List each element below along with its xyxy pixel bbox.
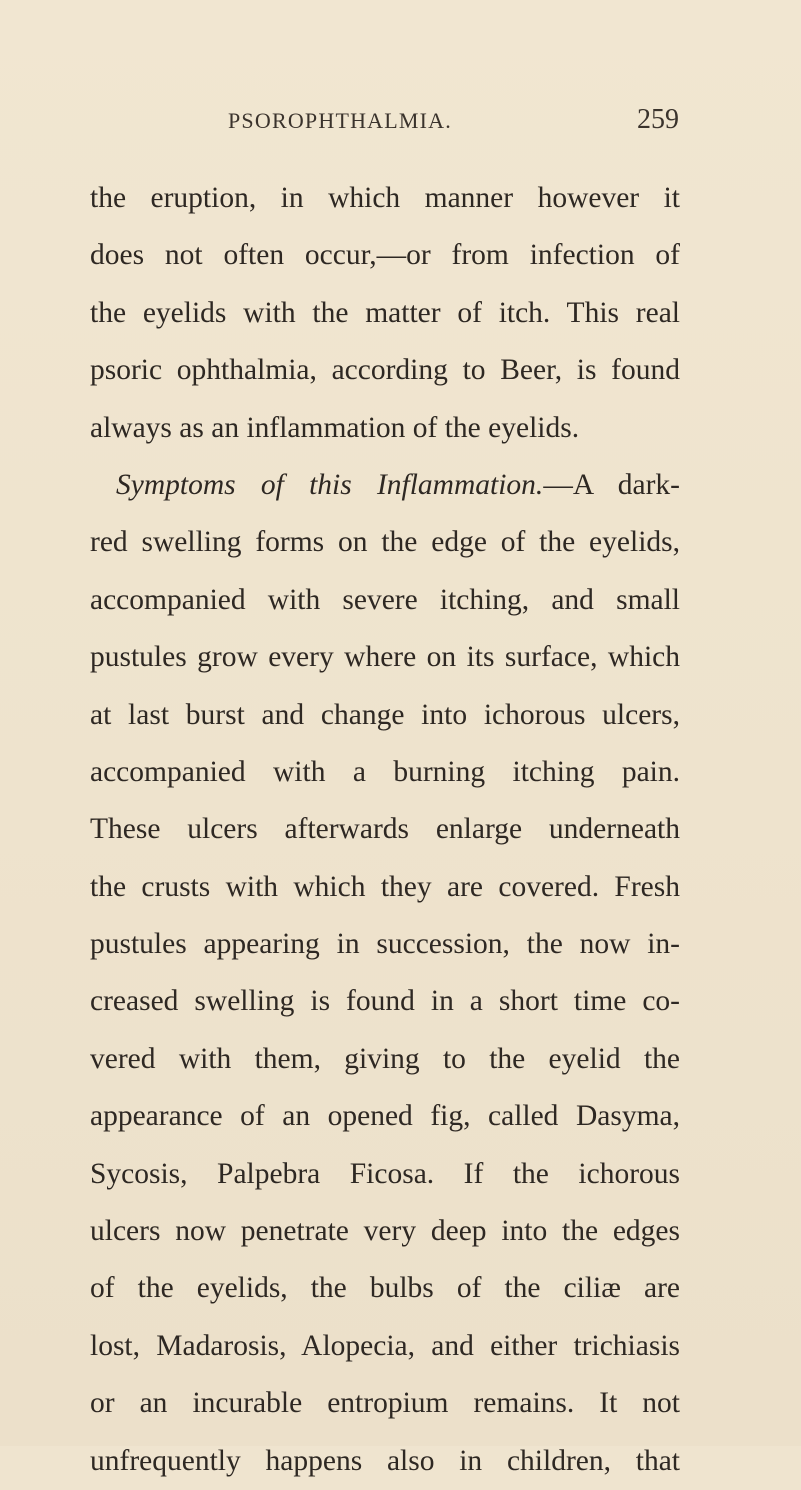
text-line-8: pustules grow every where on its surface, which (90, 641, 680, 674)
text-line-18: ulcers now penetrate very deep into the edges (90, 1215, 680, 1248)
text-line-20: lost, Madarosis, Alopecia, and either trichiasis (90, 1329, 680, 1362)
text-line-1: the eruption, in which manner however it (90, 182, 680, 214)
running-title: PSOROPHTHALMIA. (228, 108, 452, 133)
text-line-15: vered with them, giving to the eyelid the (90, 1042, 680, 1075)
text-line-6: red swelling forms on the edge of the eyelids, (90, 526, 680, 559)
text-line-14: creased swelling is found in a short time co- (90, 985, 680, 1018)
text-line-9: at last burst and change into ichorous ulcers, (90, 698, 680, 731)
text-line-10: accompanied with a burning itching pain. (90, 755, 680, 788)
section-heading-continuation: —A dark- (543, 468, 680, 501)
text-line-21: or an incurable entropium remains. It not (90, 1387, 680, 1420)
section-heading: Symptoms of this Inflammation. (116, 468, 544, 501)
text-line-16: appearance of an opened fig, called Dasyma, (90, 1100, 680, 1133)
text-line-17: Sycosis, Palpebra Ficosa. If the ichorous (90, 1157, 680, 1190)
section-heading-line (90, 457, 680, 514)
text-line-11: These ulcers afterwards enlarge underneath (90, 813, 680, 846)
text-line-12: the crusts with which they are covered. Fresh (90, 870, 680, 903)
page-number: 259 (637, 104, 679, 135)
text-line-19: of the eyelids, the bulbs of the ciliæ are (90, 1272, 680, 1305)
text-line-13: pustules appearing in succession, the now in- (90, 928, 680, 961)
text-line-3: the eyelids with the matter of itch. This real (90, 296, 680, 329)
text-line-4: psoric ophthalmia, according to Beer, is found (90, 354, 680, 387)
text-line-7: accompanied with severe itching, and small (90, 583, 680, 616)
text-line-5: always as an inflammation of the eyelids. (90, 411, 580, 444)
text-line-22: unfrequently happens also in children, that (90, 1444, 680, 1477)
text-line-2: does not often occur,—or from infection of (90, 239, 680, 272)
body-text (90, 170, 680, 1490)
running-head (0, 104, 801, 144)
